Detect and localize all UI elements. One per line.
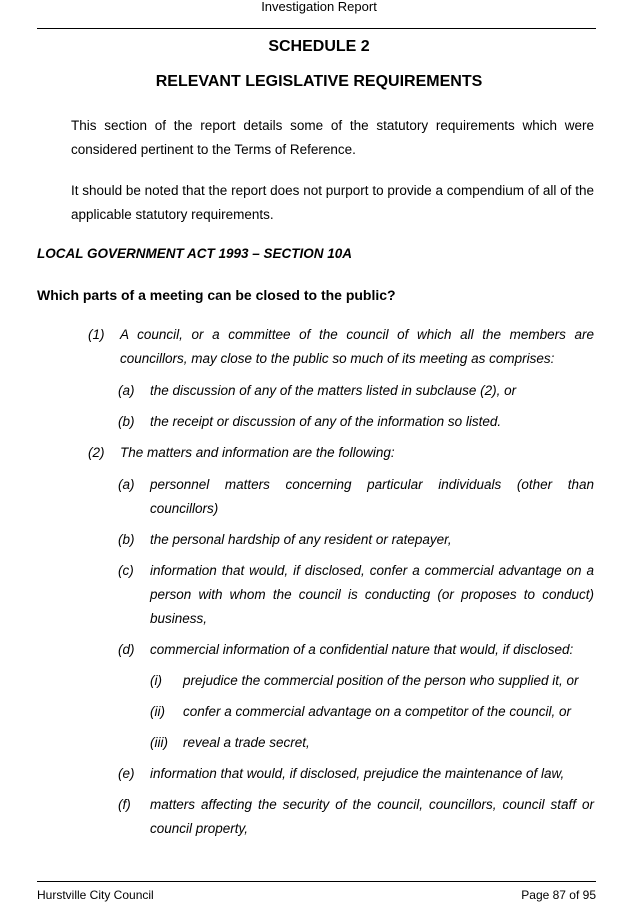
clause-number: (c) xyxy=(118,563,134,578)
clause-text: matters affecting the security of the council, councillors, council staff or council property, xyxy=(150,797,594,836)
clause-number: (2) xyxy=(88,445,105,460)
clause-number: (f) xyxy=(118,797,131,812)
clause-text: A council, or a committee of the council of which all the members are councillors, may close to the public so much of its meeting as comprises: xyxy=(120,327,594,366)
clause-text: reveal a trade secret, xyxy=(183,735,310,750)
clause-number: (e) xyxy=(118,766,135,781)
clause-number: (ii) xyxy=(150,704,165,719)
clause-text: prejudice the commercial position of the person who supplied it, or xyxy=(183,673,579,688)
clause-number: (1) xyxy=(88,327,105,342)
clause-text: information that would, if disclosed, prejudice the maintenance of law, xyxy=(150,766,565,781)
clause-text: personnel matters concerning particular individuals (other than councillors) xyxy=(150,477,594,516)
intro-paragraph-1: This section of the report details some of the statutory requirements which were considered pertinent to the Terms of Reference. xyxy=(71,118,594,157)
schedule-title: SCHEDULE 2 xyxy=(268,38,370,55)
clause-text: The matters and information are the following: xyxy=(120,445,395,460)
clause-number: (a) xyxy=(118,383,135,398)
header-rule xyxy=(37,28,596,29)
question-heading: Which parts of a meeting can be closed to the public? xyxy=(37,287,396,303)
clause-text: commercial information of a confidential nature that would, if disclosed: xyxy=(150,642,574,657)
clause-number: (d) xyxy=(118,642,135,657)
intro-paragraph-2: It should be noted that the report does not purport to provide a compendium of all of the applicable statutory requirements. xyxy=(71,183,594,222)
footer-page-number: Page 87 of 95 xyxy=(521,888,596,902)
schedule-subtitle: RELEVANT LEGISLATIVE REQUIREMENTS xyxy=(155,73,483,90)
clause-text: information that would, if disclosed, confer a commercial advantage on a person with whom the council is conducting (or proposes to conduct) business, xyxy=(150,563,594,626)
clause-text: the personal hardship of any resident or ratepayer, xyxy=(150,532,452,547)
clause-text: confer a commercial advantage on a competitor of the council, or xyxy=(183,704,571,719)
clause-number: (b) xyxy=(118,532,135,547)
clause-text: the discussion of any of the matters listed in subclause (2), or xyxy=(150,383,517,398)
footer-organisation: Hurstville City Council xyxy=(37,888,154,902)
running-header: Investigation Report xyxy=(261,0,377,14)
act-heading: LOCAL GOVERNMENT ACT 1993 – SECTION 10A xyxy=(37,246,353,261)
footer-rule xyxy=(37,881,596,882)
clause-number: (i) xyxy=(150,673,162,688)
clause-number: (a) xyxy=(118,477,135,492)
clause-number: (b) xyxy=(118,414,135,429)
clause-number: (iii) xyxy=(150,735,168,750)
clause-text: the receipt or discussion of any of the information so listed. xyxy=(150,414,502,429)
